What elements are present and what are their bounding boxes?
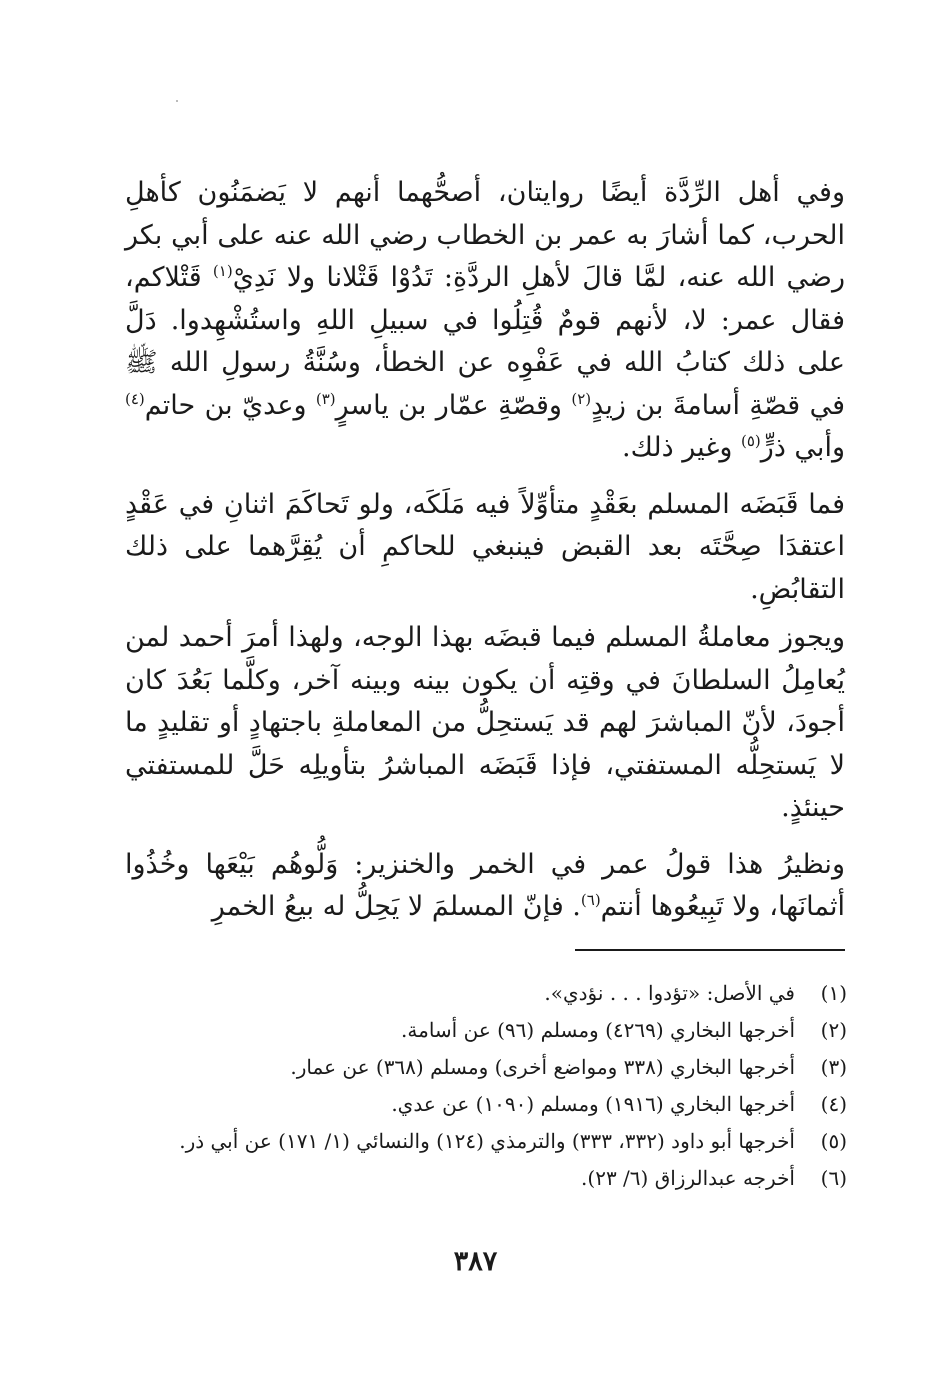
paragraph-muamala: ويجوز معاملةُ المسلم فيما قبضَه بهذا الوجه، ولهذا أمرَ أحمد لمن يُعامِلُ السلطانَ في وقتِه أن يكون بينه وبينه آخر، وكلَّما بَعُدَ كان أجودَ، لأنّ المباشرَ لهم قد يَستحِلُّ من المعاملةِ باجتهادٍ أو تقليدٍ ما لا يَستحِلُّه المستفتي، فإذا قَبَضَه المباشرُ بتأويلِه حَلَّ للمستفتي حينئذٍ. xyxy=(125,622,845,823)
text-segment: ونظيرُ هذا قولُ عمر في الخمر والخنزير: وَلُّوهُم بَيْعَها وخُذُوا أثمانَها، ولا تَبِيعُوها أنتم xyxy=(125,848,845,922)
footnote-ref-6[interactable]: (٦) xyxy=(580,891,601,909)
footnote-3 xyxy=(125,1049,847,1086)
footnote-ref-4[interactable]: (٤) xyxy=(125,389,145,408)
scan-speck xyxy=(176,100,178,102)
footnote-text: في الأصل: «تؤدوا . . . نؤدي». xyxy=(544,981,795,1005)
footnote-separator xyxy=(575,949,845,951)
footnote-text: أخرجه عبدالرزاق (٦/ ٢٣). xyxy=(581,1166,795,1190)
text-segment: وفي أهل الرِّدَّة أيضًا روايتان، أصحُّهما أنهم لا يَضمَنُون كأهلِ الحرب، كما أشارَ به عمر بن الخطاب رضي الله عنه على أبي بكر رضي الله عنه، لمَّا قالَ لأهلِ الردَّةِ: تَدُوْا قَتْلانا ولا نَدِيْ xyxy=(125,177,845,293)
paragraph-qabd: فما قَبَضَه المسلم بعَقْدٍ متأوِّلاً فيه مَلَكَه، ولو تَحاكَمَ اثنانِ في عَقْدٍ اعتقدَا صِحَّتَه بعد القبض فينبغي للحاكمِ أن يُقِرَّهما على ذلك التقابُضِ. xyxy=(125,488,845,605)
paragraph-khamr xyxy=(125,844,845,929)
page-number: ٣٨٧ xyxy=(453,1246,498,1277)
footnote-text: أخرجها أبو داود (٣٣٢، ٣٣٣) والترمذي (١٢٤) والنسائي (١/ ١٧١) عن أبي ذر. xyxy=(179,1129,795,1153)
footnote-6 xyxy=(125,1160,847,1197)
footnotes xyxy=(125,975,847,1197)
footnote-ref-2[interactable]: (٢) xyxy=(571,389,592,408)
footnote-4 xyxy=(125,1086,847,1123)
footnote-number: (٢) xyxy=(820,1018,847,1042)
footnote-number: (٥) xyxy=(820,1129,847,1153)
footnote-number: (٤) xyxy=(820,1092,847,1116)
text-segment: قَتْلاكم، فقال عمر: لا، لأنهم قومٌ قُتِلُوا في سبيلِ اللهِ واستُشْهِدوا. دَلَّ على ذلك كتابُ الله في عَفْوِه عن الخطأ، وسُنَّةُ رسولِ الله ﷺ في قصّةِ أسامةَ بن زيدٍ xyxy=(125,262,846,421)
footnote-1 xyxy=(125,975,847,1012)
footnote-number: (١) xyxy=(820,981,847,1005)
text-segment: وغير ذلك. xyxy=(622,432,741,463)
footnote-ref-1[interactable]: (١) xyxy=(212,262,233,280)
footnote-ref-5[interactable]: (٥) xyxy=(741,432,761,450)
footnote-number: (٦) xyxy=(820,1166,847,1190)
footnote-text: أخرجها البخاري (٣٣٨ ومواضع أخرى) ومسلم (٣٦٨) عن عمار. xyxy=(290,1055,795,1079)
footnote-text: أخرجها البخاري (١٩١٦) ومسلم (١٠٩٠) عن عدي. xyxy=(391,1092,795,1116)
main-text xyxy=(125,172,845,929)
footnote-5 xyxy=(125,1123,847,1160)
text-segment: وقصّةِ عمّار بن ياسرٍ xyxy=(335,389,572,421)
footnote-number: (٣) xyxy=(820,1055,847,1079)
footnote-2 xyxy=(125,1012,847,1049)
text-segment: وعديّ بن حاتم xyxy=(144,389,316,421)
footnote-ref-3[interactable]: (٣) xyxy=(315,389,336,408)
paragraph-riddah xyxy=(125,172,845,470)
text-segment: وأبي ذرٍّ xyxy=(760,432,845,463)
footnote-text: أخرجها البخاري (٤٢٦٩) ومسلم (٩٦) عن أسامة. xyxy=(401,1018,795,1042)
text-segment: . فإنّ المسلمَ لا يَحِلُّ له بيعُ الخمرِ xyxy=(211,891,581,922)
